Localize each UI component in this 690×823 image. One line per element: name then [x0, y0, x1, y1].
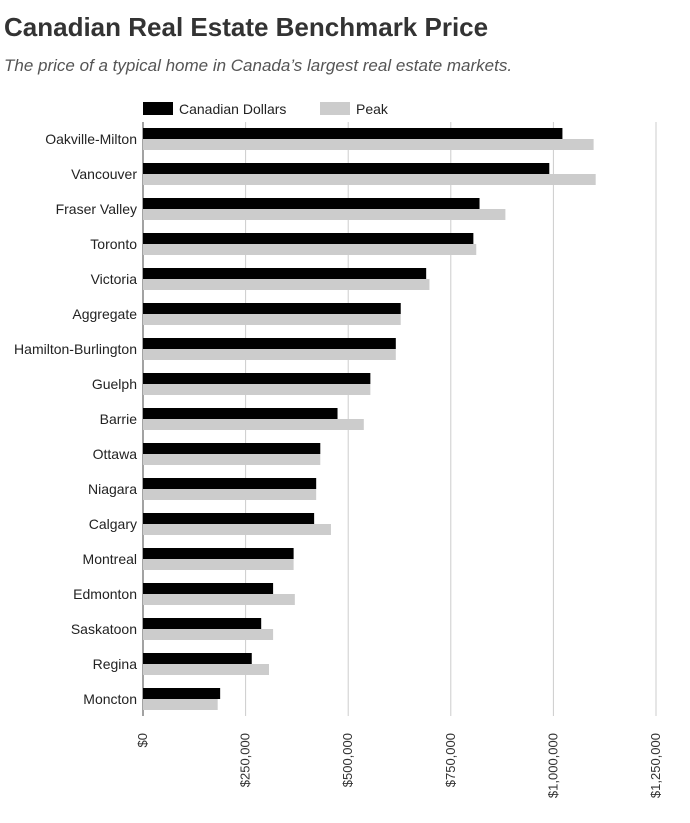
bar-0-8 — [143, 408, 338, 419]
legend-swatch-1 — [320, 102, 350, 115]
bar-1-15 — [143, 664, 269, 675]
x-axis-ticks — [135, 733, 663, 798]
chart-subtitle: The price of a typical home in Canada’s largest real estate markets. — [4, 56, 513, 75]
category-label-15: Regina — [92, 656, 137, 672]
category-label-8: Barrie — [99, 411, 137, 427]
category-label-0: Oakville-Milton — [45, 131, 137, 147]
bar-0-14 — [143, 618, 261, 629]
bar-1-0 — [143, 139, 594, 150]
category-label-10: Niagara — [87, 481, 137, 497]
bar-1-12 — [143, 559, 294, 570]
category-label-12: Montreal — [82, 551, 137, 567]
bar-1-8 — [143, 419, 364, 430]
bar-1-6 — [143, 349, 396, 360]
bar-1-13 — [143, 594, 295, 605]
bar-0-6 — [143, 338, 396, 349]
category-label-3: Toronto — [90, 236, 137, 252]
bar-0-9 — [143, 443, 320, 454]
bar-1-4 — [143, 279, 429, 290]
category-label-9: Ottawa — [92, 446, 137, 462]
category-label-2: Fraser Valley — [55, 201, 137, 217]
x-tick-label-1: $250,000 — [237, 733, 253, 788]
category-label-14: Saskatoon — [70, 621, 137, 637]
bar-0-7 — [143, 373, 370, 384]
legend — [143, 101, 389, 117]
bar-0-4 — [143, 268, 426, 279]
bar-1-3 — [143, 244, 476, 255]
x-tick-label-5: $1,250,000 — [648, 733, 663, 799]
bar-1-16 — [143, 699, 218, 710]
category-label-5: Aggregate — [72, 306, 137, 322]
x-tick-label-3: $750,000 — [442, 733, 458, 788]
chart-title: Canadian Real Estate Benchmark Price — [4, 12, 489, 42]
bar-1-10 — [143, 489, 316, 500]
bar-1-9 — [143, 454, 320, 465]
x-tick-label-0: $0 — [135, 733, 150, 748]
bar-1-14 — [143, 629, 273, 640]
bar-0-3 — [143, 233, 473, 244]
bar-1-1 — [143, 174, 596, 185]
bar-0-0 — [143, 128, 562, 139]
bar-1-11 — [143, 524, 331, 535]
bars — [143, 128, 596, 710]
x-tick-label-2: $500,000 — [340, 733, 356, 788]
category-labels — [14, 131, 137, 707]
category-label-7: Guelph — [91, 376, 137, 392]
legend-swatch-0 — [143, 102, 173, 115]
bar-0-12 — [143, 548, 294, 559]
legend-label-1: Peak — [356, 101, 388, 117]
category-label-1: Vancouver — [71, 166, 137, 182]
bar-1-5 — [143, 314, 401, 325]
legend-label-0: Canadian Dollars — [179, 101, 287, 117]
x-tick-label-4: $1,000,000 — [545, 733, 561, 799]
bar-0-1 — [143, 163, 549, 174]
category-label-4: Victoria — [90, 271, 137, 287]
bar-0-15 — [143, 653, 252, 664]
category-label-11: Calgary — [88, 516, 137, 532]
bar-0-5 — [143, 303, 401, 314]
bar-0-13 — [143, 583, 273, 594]
bar-0-10 — [143, 478, 316, 489]
category-label-6: Hamilton-Burlington — [14, 341, 137, 357]
bar-0-11 — [143, 513, 314, 524]
bar-1-7 — [143, 384, 370, 395]
category-label-13: Edmonton — [73, 586, 137, 602]
bar-0-16 — [143, 688, 220, 699]
bar-0-2 — [143, 198, 480, 209]
bar-1-2 — [143, 209, 505, 220]
category-label-16: Moncton — [83, 691, 137, 707]
